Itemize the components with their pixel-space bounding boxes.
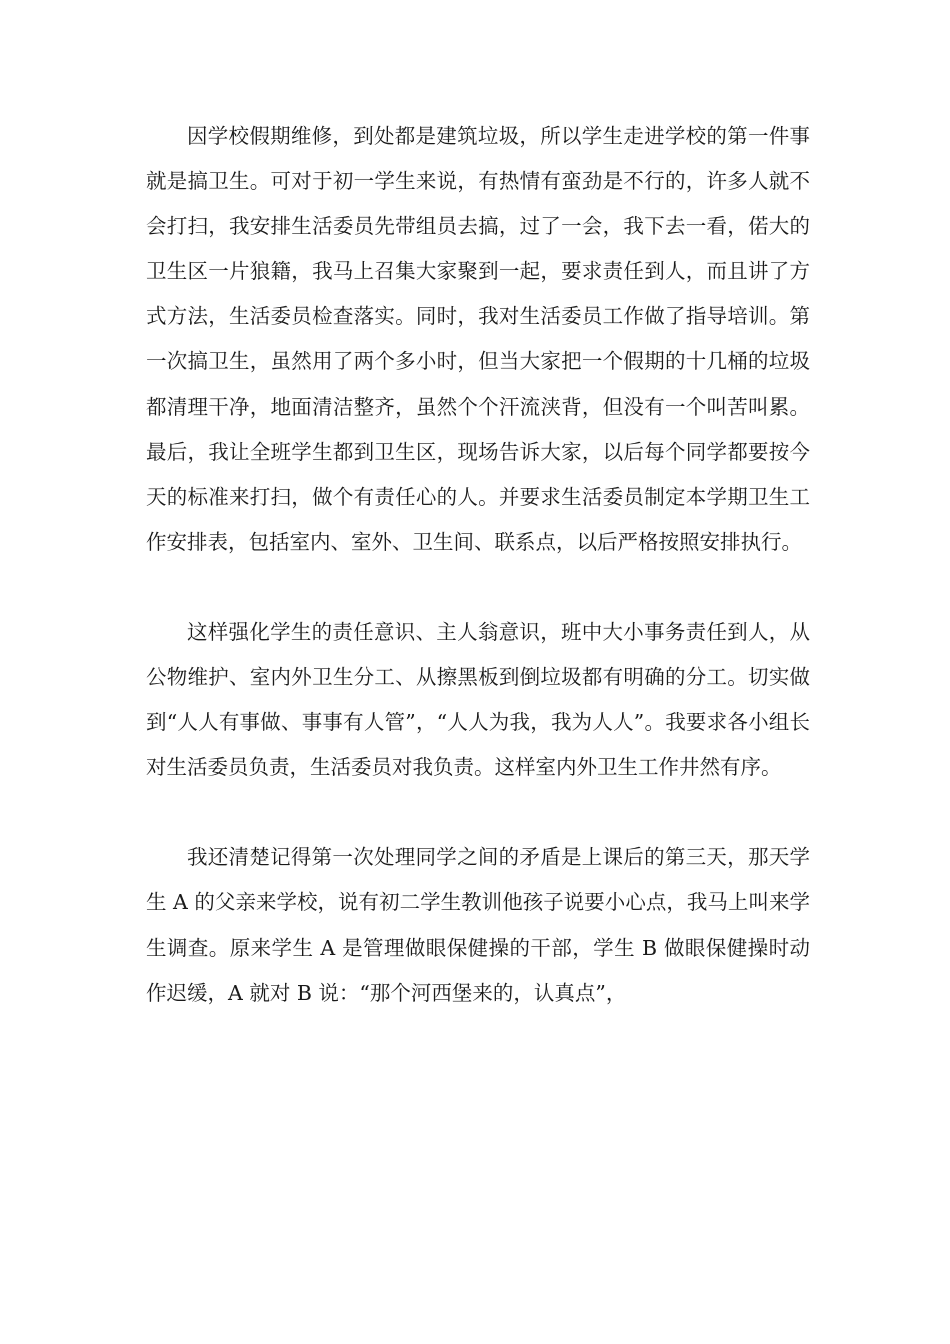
paragraph-spacer	[146, 790, 810, 835]
paragraph-1: 因学校假期维修，到处都是建筑垃圾，所以学生走进学校的第一件事就是搞卫生。可对于初一学生来说，有热情有蛮劲是不行的，许多人就不会打扫，我安排生活委员先带组员去搞，过了一会，我下去一看，偌大的卫生区一片狼籍，我马上召集大家聚到一起，要求责任到人，而且讲了方式方法，生活委员检查落实。同时，我对生活委员工作做了指导培训。第一次搞卫生，虽然用了两个多小时，但当大家把一个假期的十几桶的垃圾都清理干净，地面清洁整齐，虽然个个汗流浃背，但没有一个叫苦叫累。最后，我让全班学生都到卫生区，现场告诉大家，以后每个同学都要按今天的标准来打扫，做个有责任心的人。并要求生活委员制定本学期卫生工作安排表，包括室内、室外、卫生间、联系点，以后严格按照安排执行。	[146, 124, 810, 554]
paragraph-spacer	[146, 565, 810, 610]
paragraph-3: 我还清楚记得第一次处理同学之间的矛盾是上课后的第三天，那天学生 A 的父亲来学校，说有初二学生教训他孩子说要小心点，我马上叫来学生调查。原来学生 A 是管理做眼保健操的干部，学生 B 做眼保健操时动作迟缓，A 就对 B 说：“那个河西堡来的，认真点”，	[146, 845, 810, 1005]
document-body	[146, 114, 810, 1016]
paragraph-2: 这样强化学生的责任意识、主人翁意识，班中大小事务责任到人，从公物维护、室内外卫生分工、从擦黑板到倒垃圾都有明确的分工。切实做到“人人有事做、事事有人管”，“人人为我，我为人人”。我要求各小组长对生活委员负责，生活委员对我负责。这样室内外卫生工作井然有序。	[146, 619, 810, 780]
